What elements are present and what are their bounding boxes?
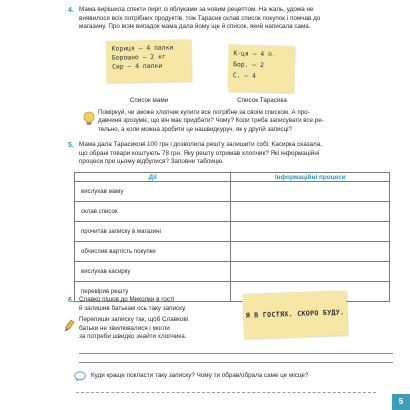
table-header-row (75, 173, 390, 182)
slavko-note (242, 290, 348, 339)
table-cell-action: перевірив решту (75, 282, 231, 302)
mom-note-line2: Борошно — 2 кг (111, 52, 166, 62)
task4-text-line2: виявилося всіх потрібних продуктів, тож Тарасик склав список покупок і помчав до (79, 14, 321, 22)
task6-text-line1: Славко пішов до Миколки в гості (79, 296, 175, 303)
table-row (75, 222, 390, 242)
task5-number: 5. (68, 142, 74, 149)
table-cell-action: вислухав маму (75, 182, 231, 202)
task6-text-line2: й залишив батькам ось таку записку. (79, 304, 187, 312)
taras-note-caption: Список Тарасика (237, 97, 287, 104)
task5-text-line3: процеси при цьому відбулися? Заповни таблицю. (79, 158, 224, 166)
taras-note-line1: К-ця — 4 п. (233, 49, 276, 59)
task6-instruction-line1: Перепиши записку так, щоб Славкові (79, 316, 189, 323)
pencil-icon (62, 319, 76, 333)
speech-bubble-icon (74, 371, 86, 382)
mom-note-caption: Список мами (129, 97, 169, 104)
answer-line[interactable] (79, 362, 393, 363)
answer-line[interactable] (79, 353, 393, 354)
table-header-actions: Дії (75, 173, 231, 182)
task6-instruction-line2: батьки не хвилювалися і могли (79, 324, 170, 332)
answer-line[interactable] (76, 392, 376, 393)
taras-note (227, 44, 294, 93)
actions-table (74, 172, 390, 302)
task6-instruction (79, 316, 229, 342)
task4-text-line1: Мама вирішила спекти пиріг із яблуками за новим рецептом. На жаль, удома не (79, 6, 314, 13)
table-cell-action: обчислив вартість покупки (75, 242, 231, 262)
table-row (75, 242, 390, 262)
table-cell-action: прочитав записку в магазині (75, 222, 231, 242)
table-cell-process[interactable] (231, 222, 390, 242)
taras-note-line2: Бор. — 2 (232, 60, 264, 70)
task6-number: 6. (68, 297, 74, 304)
task6-question: Куди краще покласти таку записку? Чому ти обрав/обрала саме це місце? (91, 372, 309, 379)
task5-text-line2: що обрані товари коштують 78 грн. Яку решту отримав хлопчик? Які інформаційні (79, 149, 320, 157)
lightbulb-icon (82, 111, 96, 127)
table-row (75, 202, 390, 222)
table-cell-action: склав список (75, 202, 231, 222)
page-number-badge: 5 (392, 394, 410, 410)
taras-note-line3: С. — 4 (232, 71, 257, 80)
table-header-processes: Інформаційні процеси (231, 173, 390, 182)
table-cell-action: вислухав касирку (75, 262, 231, 282)
task4-hint-line1: Поміркуй, чи зможе хлопчик купити все потрібне за своїм списком. А про- (98, 109, 310, 116)
mom-note-line3: Сир — 4 палки (112, 61, 163, 71)
mom-note-line1: Кориця — 4 палки (111, 43, 174, 53)
task5-text (79, 141, 409, 167)
mom-note (106, 39, 192, 83)
task4-text (79, 6, 409, 32)
task4-hint (98, 109, 398, 134)
task6-text (79, 296, 229, 313)
task4-text-line3: магазину. Про всяк випадок мама дала йому ще й список, який написала сама. (79, 23, 311, 31)
task4-hint-line2: давчиня зрозуміє, що він має придбати? Чому? Коли треба записувати все ре- (98, 117, 324, 125)
task4-hint-line3: тельно, а коли можна зробити це нашвидкуруч, як у другій записці? (98, 125, 292, 133)
task5-text-line1: Мама дала Тарасикові 100 грн і дозволила решту залишити собі. Касирка сказала, (79, 141, 322, 148)
table-row (75, 182, 390, 202)
table-cell-process[interactable] (231, 242, 390, 262)
task4-number: 4. (68, 7, 74, 14)
task6-instruction-line3: за потреби швидко знайти хлопчика. (79, 333, 187, 341)
table-cell-process[interactable] (231, 202, 390, 222)
table-cell-process[interactable] (231, 262, 390, 282)
table-cell-process[interactable] (231, 182, 390, 202)
table-row (75, 262, 390, 282)
slavko-note-text: Я В ГОСТЯХ. СКОРО БУДУ. (245, 308, 345, 320)
